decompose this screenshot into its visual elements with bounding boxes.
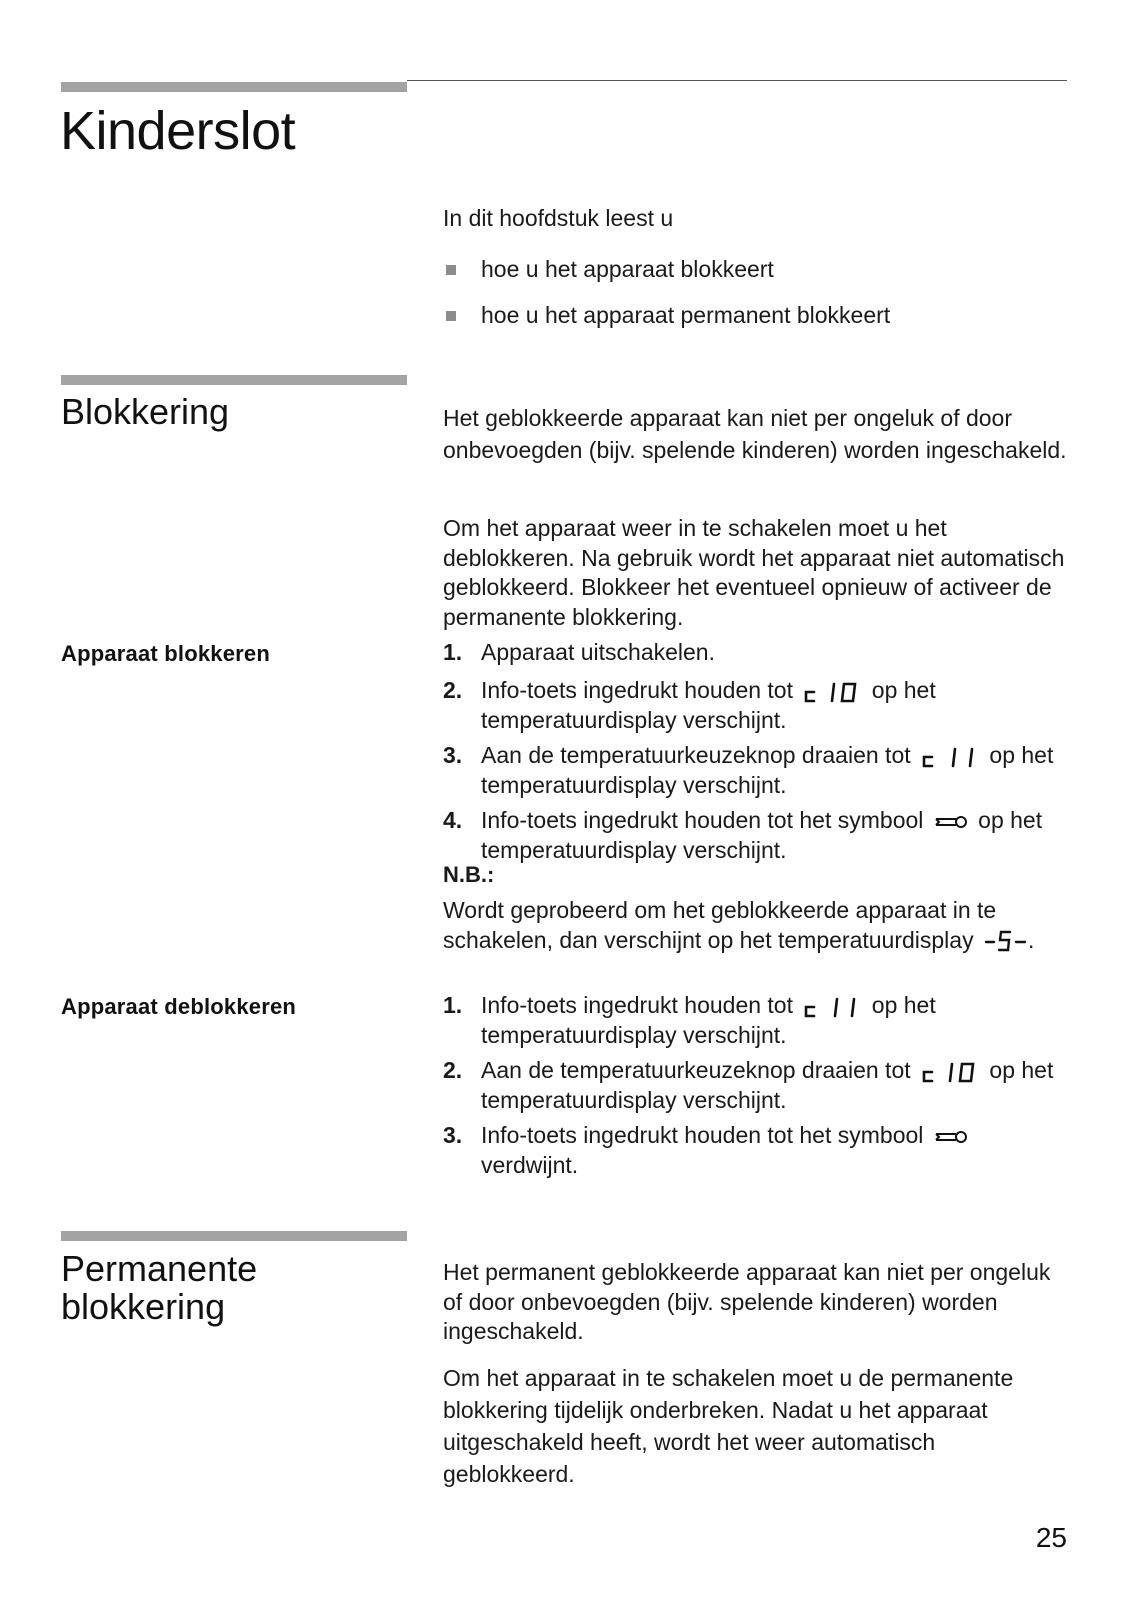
nb-text-body: Wordt geprobeerd om het geblokkeerde apparaat in te schakelen, dan verschijnt op het temperatuurdisplay <box>443 897 997 953</box>
step-number: 3. <box>443 742 463 768</box>
nb-text <box>443 896 1068 955</box>
step-item <box>443 676 1073 735</box>
title-hairline <box>407 80 1067 81</box>
step-text: op het temperatuurdisplay verschijnt. <box>481 742 1054 798</box>
subheading-deblokkeren: Apparaat deblokkeren <box>61 994 297 1019</box>
step-text: op het temperatuurdisplay verschijnt. <box>481 1057 1054 1113</box>
step-item <box>443 991 1073 1050</box>
step-number: 3. <box>443 1122 463 1148</box>
page-number: 25 <box>1035 1522 1067 1553</box>
permanent-para-1: Het permanent geblokkeerde apparaat kan niet per ongeluk of door onbevoegden (bijv. spelende kinderen) worden ingeschakeld. <box>443 1259 1051 1344</box>
step-text: verdwijnt. <box>481 1151 579 1178</box>
step-text: op het temperatuurdisplay verschijnt. <box>481 992 936 1048</box>
section-rule <box>61 1231 407 1241</box>
display-c10-icon <box>921 1060 979 1084</box>
step-number: 4. <box>443 807 463 833</box>
permanent-para-2: Om het apparaat in te schakelen moet u de permanente blokkering tijdelijk onderbreken. Nadat u het apparaat uitgeschakeld heeft, wordt het weer automatisch geblokkeerd. <box>443 1365 1014 1487</box>
nb-text-end: . <box>1027 926 1035 953</box>
step-item <box>443 638 1073 668</box>
bullet-square-icon <box>446 265 456 275</box>
display-c10-icon <box>803 680 861 704</box>
step-number: 2. <box>443 677 463 703</box>
blokkering-para-2: Om het apparaat weer in te schakelen moet u het deblokkeren. Na gebruik wordt het apparaat niet automatisch geblokkeerd. Blokkeer het eventueel opnieuw of activeer de permanente blokkering. <box>443 515 1065 630</box>
step-text: op het temperatuurdisplay verschijnt. <box>481 807 1043 863</box>
intro-bullet-text: hoe u het apparaat blokkeert <box>481 256 774 282</box>
step-text: Info-toets ingedrukt houden tot het symbool <box>481 807 924 833</box>
step-number: 1. <box>443 639 463 665</box>
page-title: Kinderslot <box>60 101 296 161</box>
title-rule <box>61 82 407 92</box>
blokkering-para-1: Het geblokkeerde apparaat kan niet per ongeluk of door onbevoegden (bijv. spelende kinderen) worden ingeschakeld. <box>443 405 1067 463</box>
step-text: Info-toets ingedrukt houden tot <box>481 677 793 703</box>
subheading-blokkeren: Apparaat blokkeren <box>61 641 271 666</box>
step-text: Info-toets ingedrukt houden tot het symbool <box>481 1122 924 1148</box>
display-dash5dash-icon <box>984 929 1028 953</box>
display-c11-icon <box>921 745 979 769</box>
bullet-square-icon <box>446 311 456 321</box>
step-item <box>443 1121 1073 1180</box>
step-item <box>443 1056 1073 1115</box>
step-text: op het temperatuurdisplay verschijnt. <box>481 677 936 733</box>
step-text: Aan de temperatuurkeuzeknop draaien tot <box>481 1057 911 1083</box>
display-c11-icon <box>803 995 861 1019</box>
key-lock-icon <box>934 1127 968 1147</box>
step-number: 2. <box>443 1057 463 1083</box>
nb-label: N.B.: <box>443 862 495 887</box>
step-item <box>443 741 1073 800</box>
step-text: Apparaat uitschakelen. <box>481 639 715 665</box>
step-item <box>443 806 1073 865</box>
step-number: 1. <box>443 992 463 1018</box>
section-heading-blokkering: Blokkering <box>61 391 230 432</box>
intro-lead: In dit hoofdstuk leest u <box>443 205 674 231</box>
section-rule <box>61 375 407 385</box>
step-text: Aan de temperatuurkeuzeknop draaien tot <box>481 742 911 768</box>
step-text: Info-toets ingedrukt houden tot <box>481 992 793 1018</box>
key-lock-icon <box>934 812 968 832</box>
intro-bullet-text: hoe u het apparaat permanent blokkeert <box>481 302 891 328</box>
section-heading-permanent: Permanente blokkering <box>61 1248 258 1327</box>
